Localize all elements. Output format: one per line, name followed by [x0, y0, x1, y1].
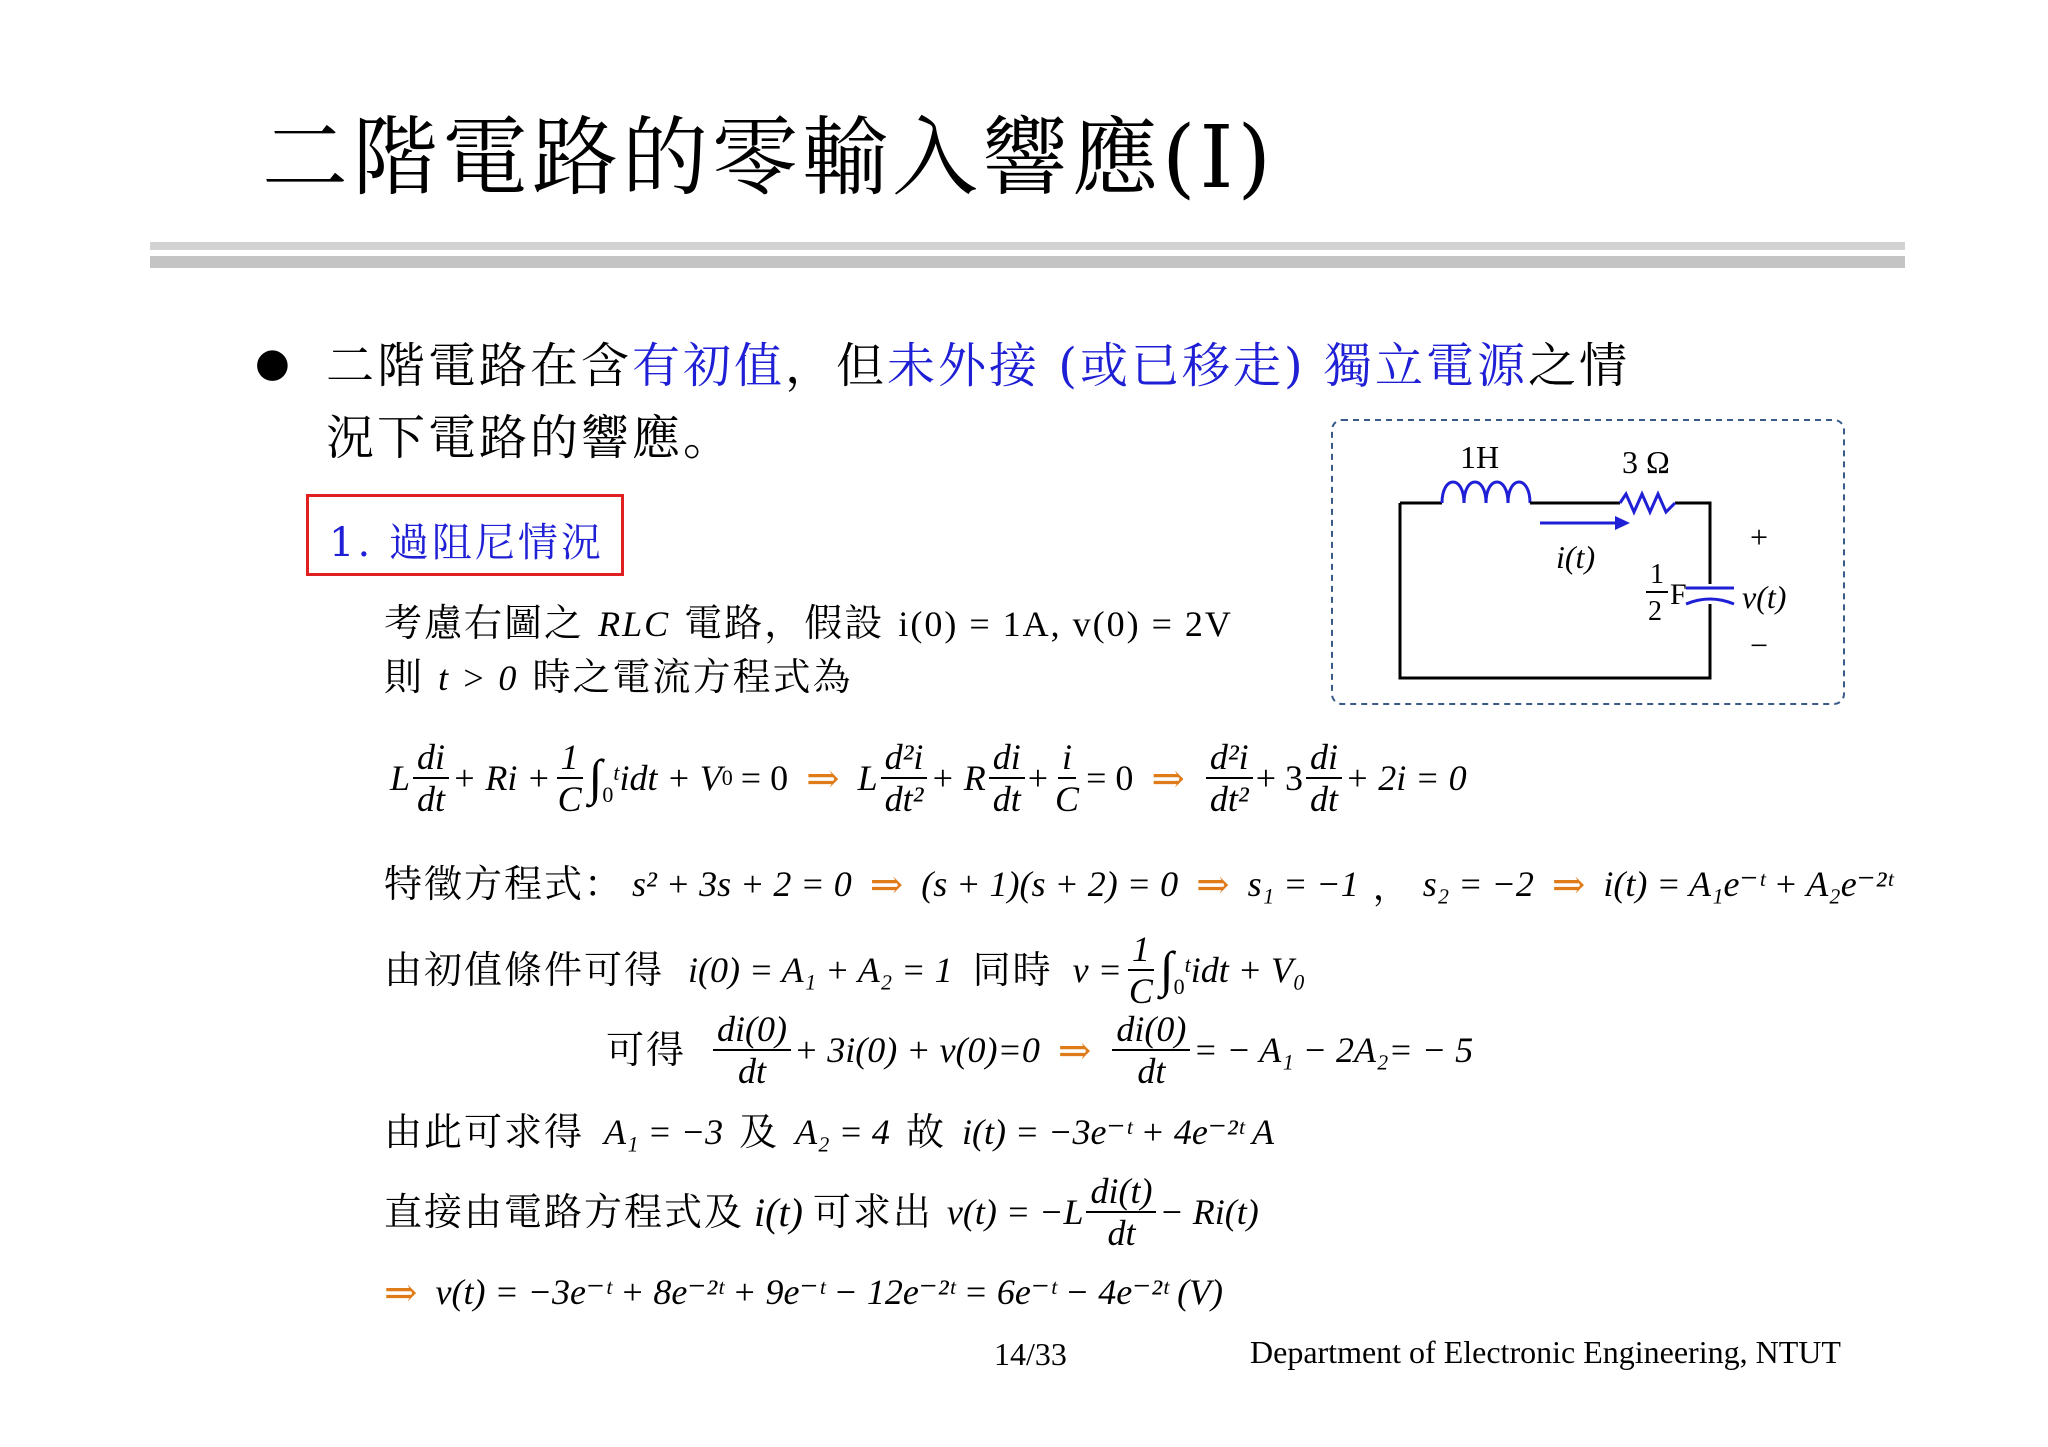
frac-den: dt	[1107, 1213, 1136, 1253]
bullet-part3: ，但	[785, 338, 888, 394]
frac-den: C	[1055, 779, 1080, 819]
char-label: 特徵方程式：	[384, 862, 625, 906]
capacitor-unit: F	[1670, 578, 1687, 611]
deriv-label: 可得	[606, 1028, 687, 1072]
root-s1: s₁ = −1	[1247, 864, 1359, 904]
capacitor-numerator: 1	[1650, 559, 1664, 590]
direct-v: v(t) = −L	[946, 1192, 1084, 1232]
integral-symbol: ∫	[588, 749, 603, 805]
time-condition: t > 0	[438, 658, 519, 698]
eq-plus: +	[1027, 758, 1049, 798]
bullet-initial-value: 有初值	[632, 338, 786, 394]
implies-arrow-icon: ⇒	[806, 755, 840, 801]
rlc-text: RLC	[598, 604, 671, 644]
frac-num: di	[1306, 737, 1342, 779]
root-separator: ，	[1372, 866, 1409, 907]
frac-num: 1	[557, 737, 583, 779]
direct-row	[384, 1162, 1259, 1262]
direct-rest: − Ri(t)	[1159, 1192, 1259, 1232]
frac-i-C	[1051, 737, 1083, 819]
current-label: i(t)	[1556, 539, 1596, 575]
result-row	[384, 1102, 1274, 1162]
implies-arrow-icon: ⇒	[384, 1269, 418, 1315]
frac-den: dt	[992, 779, 1021, 819]
equation-kvl	[390, 728, 1467, 828]
frac-di-dt-3	[1306, 737, 1342, 819]
circuit-wire	[1400, 503, 1710, 678]
integral-lower: 0	[602, 782, 614, 807]
bullet-no-source: 未外接 (或已移走) 獨立電源	[887, 338, 1529, 394]
char-eq: s² + 3s + 2 = 0	[632, 864, 852, 904]
inductor-label: 1H	[1460, 439, 1500, 475]
frac-den: dt	[1137, 1051, 1166, 1091]
implies-arrow-icon: ⇒	[1551, 861, 1586, 907]
intro-text2: 電路，假設	[684, 601, 885, 645]
init-v: v =	[1072, 950, 1122, 990]
eq-equals2: = 0	[1086, 758, 1134, 798]
department-footer: Department of Electronic Engineering, NTUT	[1250, 1334, 1841, 1370]
final-voltage: v(t) = −3e⁻ᵗ + 8e⁻²ᵗ + 9e⁻ᵗ − 12e⁻²ᵗ = 6e⁻ᵗ − 4e⁻²ᵗ (V)	[435, 1272, 1224, 1312]
frac-den: C	[1128, 971, 1153, 1011]
init-mid: 同時	[972, 948, 1053, 992]
eq-R: + R	[930, 758, 986, 798]
plus-sign: +	[1750, 519, 1769, 555]
frac-num: di	[989, 737, 1025, 779]
resistor-label: 3 Ω	[1622, 444, 1670, 480]
frac-den: dt	[417, 779, 446, 819]
capacitor-denominator: 2	[1648, 596, 1662, 627]
char-factored: (s + 1)(s + 2) = 0	[921, 864, 1179, 904]
initial-conditions: i(0) = 1A, v(0) = 2V	[898, 604, 1233, 644]
frac-d2i-dt2	[881, 737, 928, 819]
implies-arrow-icon: ⇒	[1151, 755, 1185, 801]
frac-num: 1	[1128, 929, 1154, 971]
derivative-row	[606, 1000, 1473, 1100]
deriv-rest1: + 3i(0) + v(0)=0	[794, 1030, 1040, 1070]
result-a2: A₂ = 4	[795, 1112, 890, 1152]
title-rule-bottom	[150, 256, 1905, 268]
frac-di-dt-2	[989, 737, 1025, 819]
eq-2i: + 2i = 0	[1345, 758, 1467, 798]
integral-upper: t	[1184, 952, 1191, 977]
init-label: 由初值條件可得	[384, 948, 665, 992]
voltage-label: v(t)	[1742, 579, 1787, 615]
frac-di0-dt-2	[1112, 1009, 1190, 1091]
frac-num: d²i	[881, 737, 928, 779]
frac-den: C	[557, 779, 582, 819]
characteristic-equation	[384, 852, 1893, 916]
frac-den: dt	[738, 1051, 767, 1091]
eq-equals: = 0	[740, 758, 789, 798]
bullet-part1: 二階電路在含	[326, 338, 633, 394]
frac-den: dt	[1310, 779, 1339, 819]
eq-idt: idt + V	[619, 758, 722, 798]
page-number: 14/33	[994, 1336, 1067, 1372]
result-a1: A₁ = −3	[604, 1112, 724, 1152]
resistor-icon	[1620, 494, 1675, 512]
frac-1-C-2	[1125, 929, 1157, 1011]
direct-label2: 可求出	[812, 1190, 933, 1234]
integral-symbol: ∫	[1159, 941, 1174, 997]
deriv-rest2: = − A₁ − 2A₂= − 5	[1193, 1030, 1474, 1070]
intro-line2-text: 則	[384, 655, 425, 699]
general-solution: i(t) = A₁e⁻ᵗ + A₂e⁻²ᵗ	[1603, 864, 1893, 904]
direct-label: 直接由電路方程式及	[384, 1190, 745, 1234]
bullet-part5: 之情	[1528, 338, 1631, 394]
section-label: 1. 過阻尼情況	[329, 520, 604, 566]
integral-upper: t	[613, 760, 620, 785]
minus-sign: −	[1750, 627, 1769, 663]
frac-den: dt²	[1209, 779, 1249, 819]
result-label: 由此可求得	[384, 1110, 585, 1154]
current-arrowhead-icon	[1615, 516, 1630, 530]
result-so: 故	[905, 1110, 946, 1154]
frac-di0-dt	[713, 1009, 791, 1091]
root-s2: s₂ = −2	[1422, 864, 1534, 904]
bullet-icon: ●	[255, 340, 290, 386]
result-and: 及	[739, 1110, 780, 1154]
bullet-line2: 況下電路的響應。	[326, 410, 735, 466]
implies-arrow-icon: ⇒	[1196, 861, 1230, 907]
eq-L: L	[390, 758, 411, 798]
frac-di-dt	[413, 737, 449, 819]
frac-num: di(t)	[1086, 1171, 1156, 1213]
frac-num: i	[1058, 737, 1076, 779]
result-current: i(t) = −3e⁻ᵗ + 4e⁻²ᵗ A	[961, 1112, 1274, 1152]
intro-line1	[384, 598, 1233, 649]
implies-arrow-icon: ⇒	[1057, 1027, 1092, 1073]
intro-line2	[384, 652, 853, 703]
frac-den: dt²	[884, 779, 924, 819]
frac-num: di(0)	[713, 1009, 791, 1051]
section-label-box	[306, 494, 624, 576]
eq-plus3: + 3	[1255, 758, 1303, 798]
init-vrest: idt + V₀	[1190, 950, 1306, 990]
init-eq: i(0) = A₁ + A₂ = 1	[688, 950, 953, 990]
frac-num: di(0)	[1112, 1009, 1190, 1051]
final-row	[384, 1262, 1223, 1322]
direct-it: i(t)	[754, 1189, 803, 1235]
integral-sign-2	[1160, 940, 1191, 1000]
sub-0: 0	[721, 765, 733, 790]
inductor-icon	[1442, 482, 1530, 503]
implies-arrow-icon: ⇒	[869, 861, 904, 907]
page-title: 二階電路的零輸入響應(I)	[262, 108, 1276, 208]
frac-num: d²i	[1206, 737, 1253, 779]
intro-line2-text2: 時之電流方程式為	[532, 655, 853, 699]
rlc-circuit-diagram	[1330, 418, 1846, 706]
frac-d2i-dt2-2	[1206, 737, 1253, 819]
integral-lower: 0	[1173, 974, 1185, 999]
frac-dit-dt	[1086, 1171, 1156, 1253]
eq-L2: L	[857, 758, 878, 798]
eq-Ri: + Ri +	[452, 758, 551, 798]
intro-text: 考慮右圖之	[384, 601, 585, 645]
integral-sign	[589, 748, 620, 808]
frac-1-C	[554, 737, 586, 819]
frac-num: di	[413, 737, 449, 779]
title-rule-top	[150, 242, 1905, 250]
